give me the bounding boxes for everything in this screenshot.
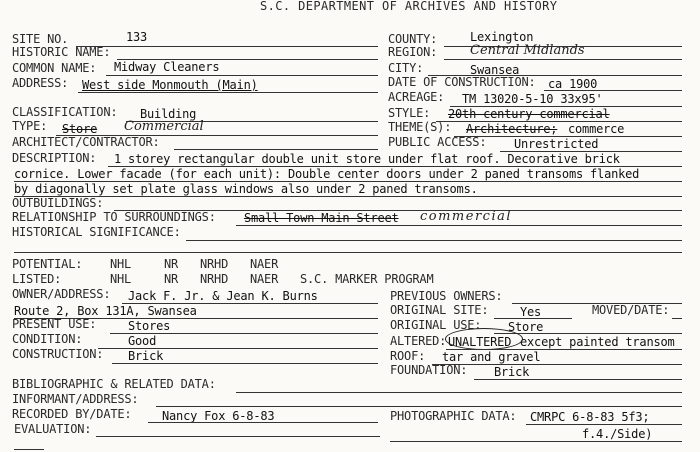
- potential-label: POTENTIAL:: [12, 257, 83, 271]
- common-name-label: COMMON NAME:: [12, 61, 97, 75]
- county-label: COUNTY:: [388, 32, 438, 46]
- city-label: CITY:: [388, 61, 424, 75]
- evaluation-label: EVALUATION:: [14, 422, 92, 436]
- site-no-label: SITE NO.: [12, 32, 69, 46]
- address-line: [78, 92, 378, 93]
- bibliographic-label: BIBLIOGRAPHIC & RELATED DATA:: [12, 377, 216, 391]
- listed-label: LISTED:: [12, 272, 62, 286]
- type-handwritten: Commercial: [124, 119, 204, 134]
- original-site-line: [494, 318, 572, 319]
- photographic-rule-1: [526, 424, 682, 425]
- public-access-label: PUBLIC ACCESS:: [388, 135, 487, 149]
- themes-label: THEME(S):: [388, 120, 452, 134]
- form-title: S.C. DEPARTMENT OF ARCHIVES AND HISTORY: [260, 0, 558, 13]
- owner-line-1: Jack F. Jr. & Jean K. Burns: [128, 289, 318, 303]
- foundation-label: FOUNDATION:: [390, 363, 468, 377]
- previous-owners-label: PREVIOUS OWNERS:: [390, 289, 503, 303]
- common-name-line: [106, 75, 378, 76]
- date-line: [544, 90, 682, 91]
- outbuildings-label: OUTBUILDINGS:: [12, 196, 104, 210]
- evaluation-line-2: [14, 449, 44, 450]
- owner-line-2: Route 2, Box 131A, Swansea: [14, 304, 197, 318]
- date-label: DATE OF CONSTRUCTION:: [388, 75, 536, 89]
- date-value: ca 1900: [548, 77, 598, 91]
- public-access-value: Unrestricted: [514, 137, 599, 151]
- listed-nr: NR: [164, 272, 179, 286]
- photographic-data-line-1: CMRPC 6-8-83 5f3;: [530, 410, 650, 424]
- theme-value: commerce: [568, 122, 625, 136]
- city-value: Swansea: [470, 63, 520, 77]
- altered-value: except painted transom: [520, 335, 675, 349]
- listed-nrhd: NRHD: [200, 272, 229, 286]
- listed-naer: NAER: [250, 272, 279, 286]
- recorded-value: Nancy Fox 6-8-83: [162, 409, 275, 423]
- region-handwritten: Central Midlands: [470, 43, 585, 58]
- foundation-value: Brick: [494, 365, 530, 379]
- construction-value: Brick: [128, 349, 164, 363]
- type-struck: Store: [62, 122, 98, 136]
- classification-label: CLASSIFICATION:: [12, 105, 118, 119]
- photographic-data-label: PHOTOGRAPHIC DATA:: [390, 409, 517, 423]
- description-line-3: by diagonally set plate glass windows also under 2 paned transoms.: [14, 182, 478, 196]
- type-label: TYPE:: [12, 119, 48, 133]
- recorded-line: [148, 422, 378, 423]
- county-value: Lexington: [470, 30, 534, 44]
- present-use-value: Stores: [128, 319, 171, 333]
- roof-line: [432, 364, 682, 365]
- altered-label: ALTERED:: [390, 334, 447, 348]
- description-line-1: 1 storey rectangular double unit store under flat roof. Decorative brick: [114, 152, 620, 166]
- construction-label: CONSTRUCTION:: [12, 347, 104, 361]
- original-site-value: Yes: [520, 305, 542, 319]
- potential-nhl: NHL: [110, 257, 132, 271]
- original-site-label: ORIGINAL SITE:: [390, 303, 489, 317]
- relationship-handwritten: commercial: [420, 209, 513, 224]
- present-use-label: PRESENT USE:: [12, 317, 97, 331]
- moved-date-label: MOVED/DATE:: [592, 303, 670, 317]
- potential-nr: NR: [164, 257, 179, 271]
- altered-circled-value: UNALTERED: [448, 335, 512, 349]
- bibliographic-line: [236, 392, 682, 393]
- region-label: REGION:: [388, 45, 438, 59]
- photographic-rule-2: [390, 441, 682, 442]
- region-line: [444, 59, 682, 60]
- theme-struck: Architecture;: [466, 122, 558, 136]
- recorded-label: RECORDED BY/DATE:: [12, 407, 132, 421]
- original-use-value: Store: [508, 320, 544, 334]
- condition-label: CONDITION:: [12, 332, 83, 346]
- acreage-value: TM 13020-5-10 33x95': [462, 92, 603, 106]
- historical-significance-label: HISTORICAL SIGNIFICANCE:: [12, 225, 181, 239]
- informant-label: INFORMANT/ADDRESS:: [12, 392, 139, 406]
- architect-label: ARCHITECT/CONTRACTOR:: [12, 135, 160, 149]
- address-value: West side Monmouth (Main): [82, 78, 258, 92]
- acreage-label: ACREAGE:: [388, 90, 445, 104]
- relationship-struck: Small Town Main Street: [244, 211, 399, 225]
- style-label: STYLE:: [388, 106, 431, 120]
- informant-line: [156, 406, 682, 407]
- site-no-value: 133: [126, 30, 148, 44]
- relationship-label: RELATIONSHIP TO SURROUNDINGS:: [12, 210, 216, 224]
- potential-naer: NAER: [250, 257, 279, 271]
- description-label: DESCRIPTION:: [12, 151, 97, 165]
- roof-value: tar and gravel: [442, 350, 541, 364]
- description-rule-3: [14, 196, 682, 197]
- construction-line: [112, 363, 378, 364]
- potential-nrhd: NRHD: [200, 257, 229, 271]
- condition-value: Good: [128, 334, 157, 348]
- original-use-label: ORIGINAL USE:: [390, 318, 482, 332]
- common-name-value: Midway Cleaners: [114, 60, 220, 74]
- foundation-line: [474, 379, 682, 380]
- historic-name-label: HISTORIC NAME:: [12, 45, 111, 59]
- address-label: ADDRESS:: [12, 76, 69, 90]
- architect-line: [174, 149, 378, 150]
- listed-nhl: NHL: [110, 272, 132, 286]
- roof-label: ROOF:: [390, 349, 426, 363]
- listed-sc-marker: S.C. MARKER PROGRAM: [300, 272, 434, 286]
- style-struck: 20th century commercial: [448, 107, 610, 121]
- historical-line-2: [14, 252, 682, 253]
- photographic-data-line-2: f.4./Side): [582, 427, 653, 441]
- original-use-line: [494, 333, 682, 334]
- relationship-line: [236, 225, 682, 226]
- description-line-2: cornice. Lower facade (for each unit): Double center doors under 2 paned transoms flanked: [14, 167, 640, 181]
- evaluation-line: [96, 436, 380, 437]
- classification-value: Building: [140, 107, 197, 121]
- site-no-line: [76, 46, 378, 47]
- historical-line-1: [186, 240, 682, 241]
- moved-date-line: [672, 318, 682, 319]
- owner-label: OWNER/ADDRESS:: [12, 287, 111, 301]
